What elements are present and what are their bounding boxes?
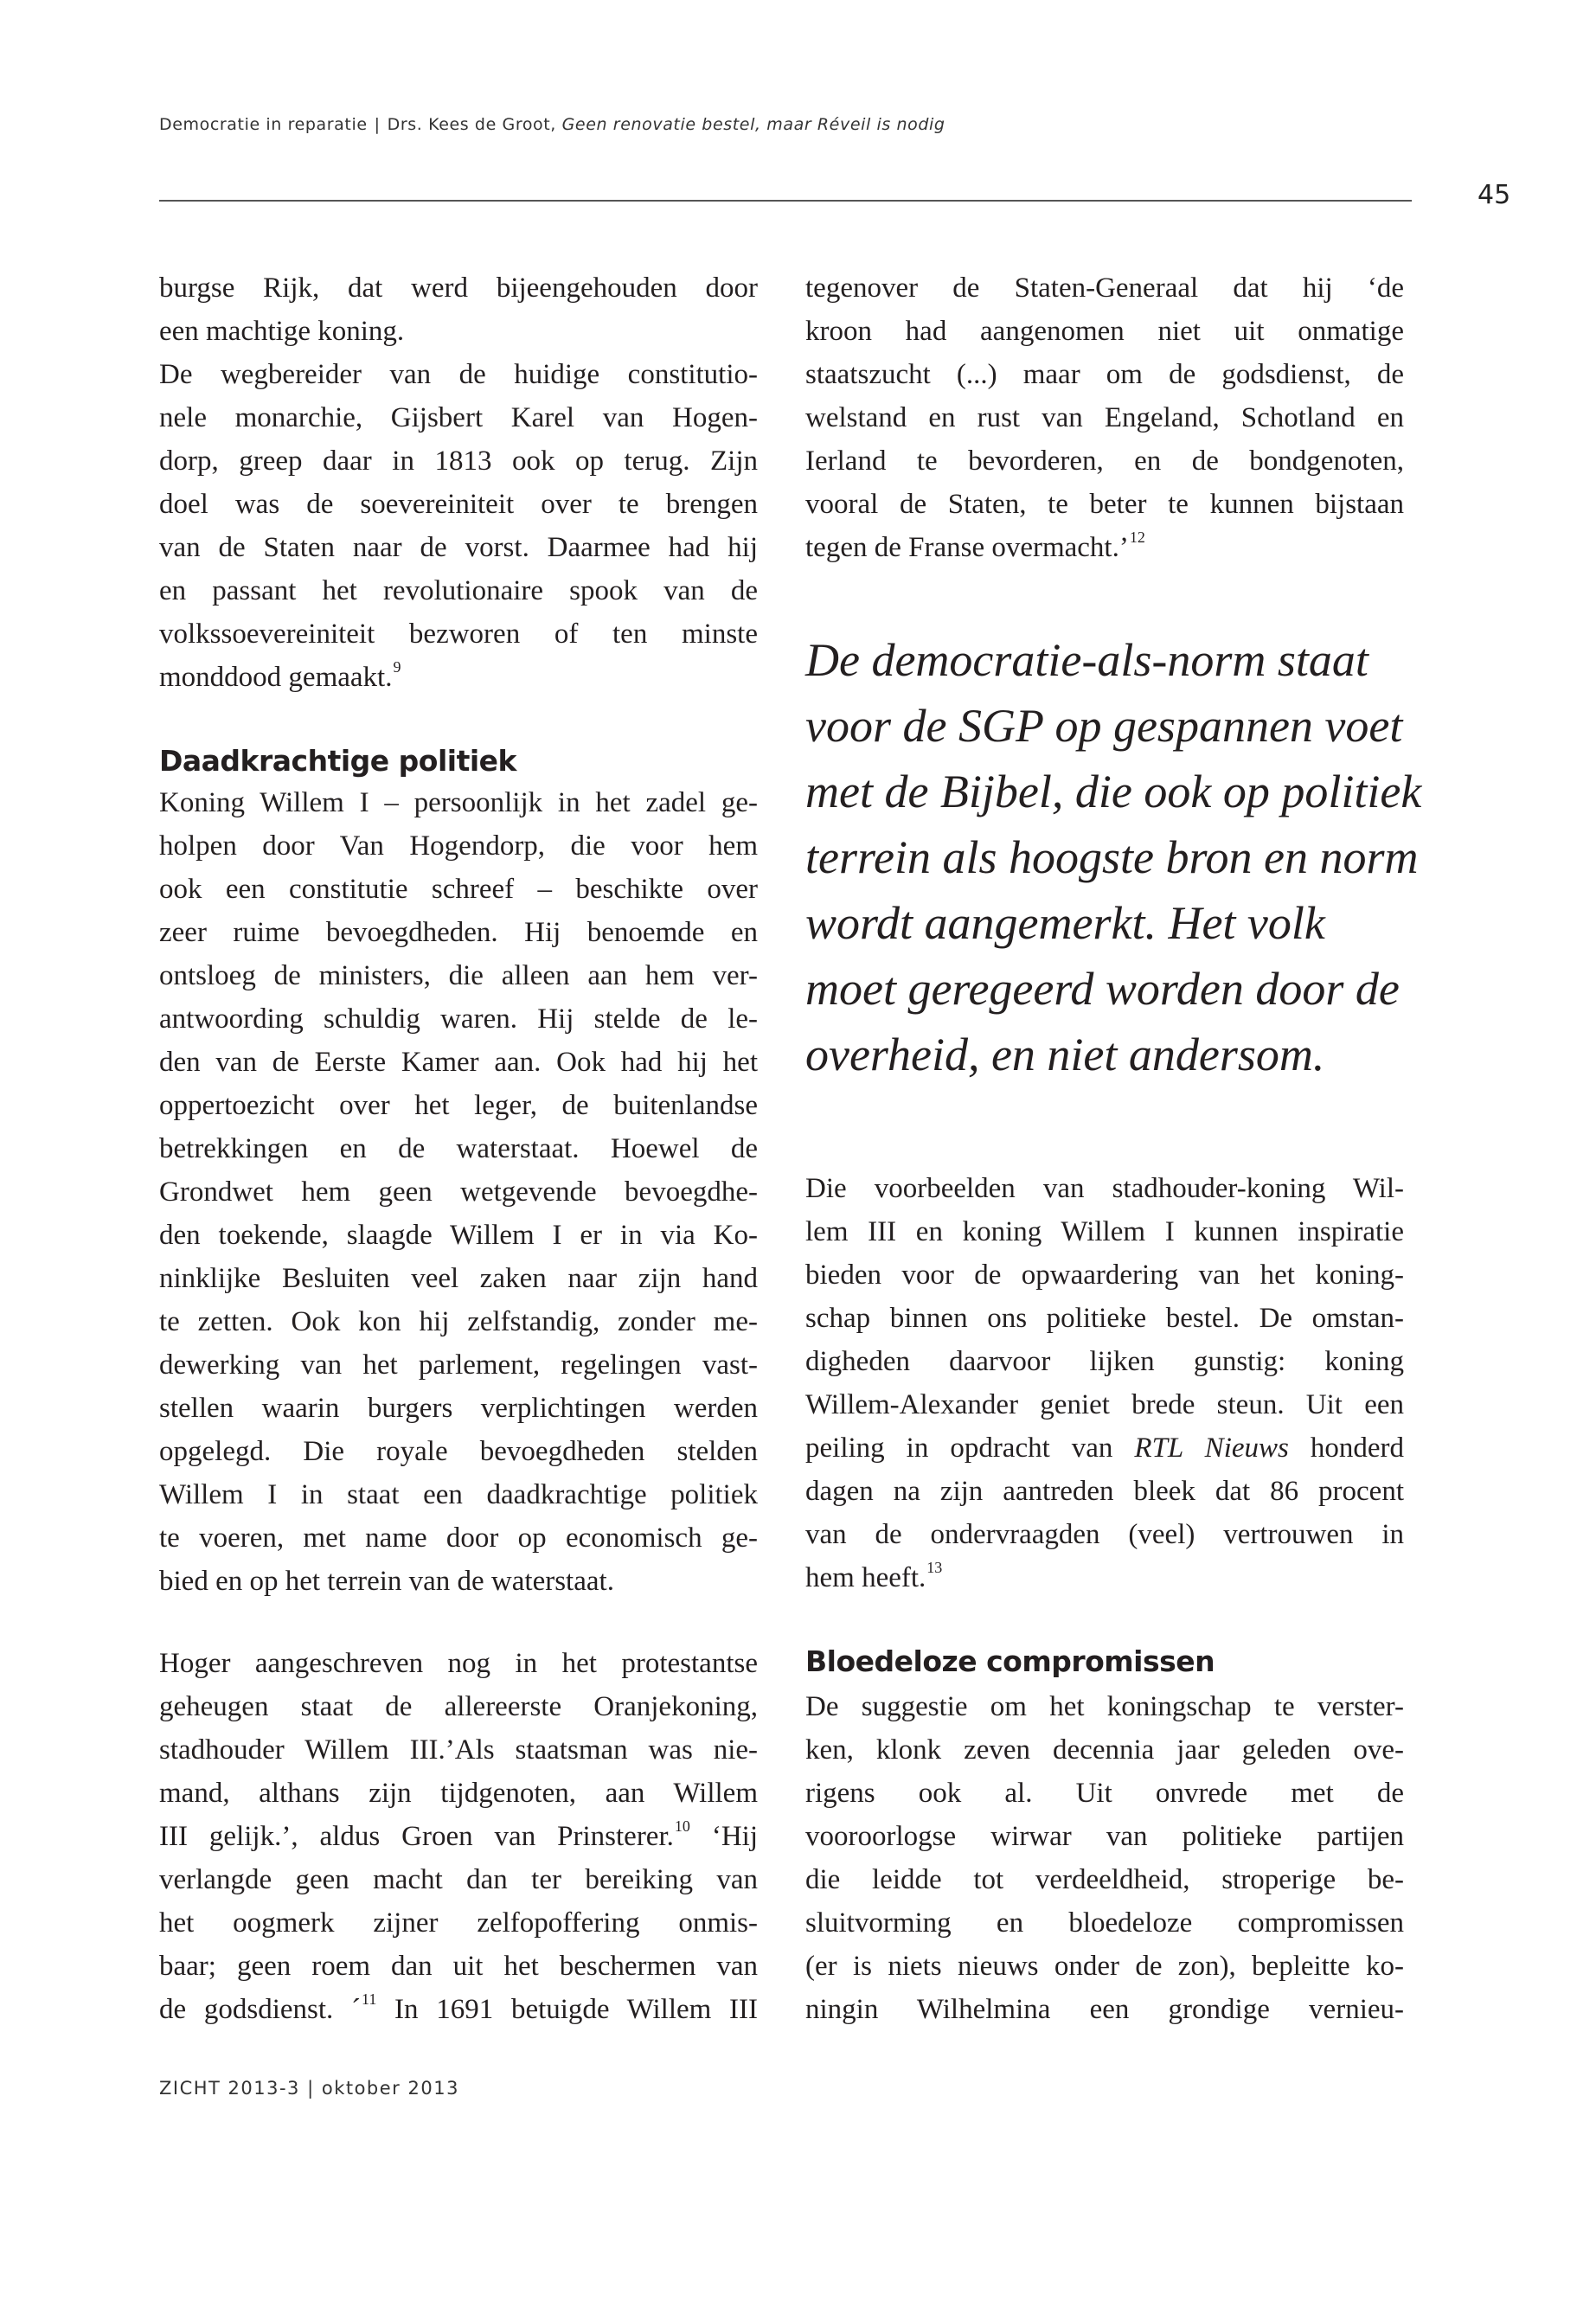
text-line: tegen de Franse overmacht.’$^{12}$ (805, 529, 1145, 563)
text-line: Grondwet hem geen wetgevende bevoegdhe- (159, 1176, 758, 1208)
text-line: van de ondervraagden (veel) vertrouwen in (805, 1519, 1404, 1550)
text-line: den toekende, slaagde Willem I er in via Ko- (159, 1220, 758, 1251)
text-line: Ierland te bevorderen, en de bondgenoten, (805, 445, 1404, 477)
text-line: mand, althans zijn tijdgenoten, aan Willem (159, 1778, 758, 1809)
text-line: opgelegd. Die royale bevoegdheden stelden (159, 1436, 758, 1467)
text-line: zeer ruime bevoegdheden. Hij benoemde en (159, 917, 758, 948)
text-line: digheden daarvoor lijken gunstig: koning (805, 1346, 1404, 1377)
text-line: Willem-Alexander geniet brede steun. Uit een (805, 1389, 1404, 1420)
text-line: burgse Rijk, dat werd bijeengehouden door (159, 272, 758, 304)
footnote-ref[interactable]: 9 (393, 658, 401, 676)
pull-quote-line: voor de SGP op gespannen voet (805, 700, 1403, 752)
text-line: stadhouder Willem III.’Als staatsman was nie- (159, 1734, 758, 1766)
text-line: bied en op het terrein van de waterstaat. (159, 1566, 614, 1597)
text-line: ningin Wilhelmina een grondige vernieu- (805, 1994, 1404, 2025)
text-line: schap binnen ons politieke bestel. De omstan- (805, 1303, 1404, 1334)
footnote-ref[interactable]: 10 (674, 1817, 690, 1835)
text-line: te voeren, met name door op economisch ge- (159, 1522, 758, 1554)
text-line: Koning Willem I – persoonlijk in het zadel ge- (159, 787, 758, 818)
pull-quote-line: met de Bijbel, die ook op politiek (805, 766, 1422, 817)
text-line: (er is niets nieuws onder de zon), bepleitte ko- (805, 1951, 1404, 1982)
text-line: verlangde geen macht dan ter bereiking van (159, 1864, 758, 1895)
text-line: vooroorlogse wirwar van politieke partijen (805, 1821, 1404, 1852)
pull-quote-line: moet geregeerd worden door de (805, 963, 1400, 1015)
header-rule (159, 200, 1412, 202)
text-line: monddood gemaakt.$^9$ (159, 658, 401, 693)
page-number: 45 (1477, 180, 1511, 210)
text-line: antwoording schuldig waren. Hij stelde de le- (159, 1003, 758, 1035)
header-section: Democratie in reparatie (159, 115, 368, 134)
text-line: kroon had aangenomen niet uit onmatige (805, 316, 1404, 347)
text-line: betrekkingen en de waterstaat. Hoewel de (159, 1133, 758, 1164)
footnote-ref[interactable]: 12 (1129, 529, 1145, 546)
running-header (159, 115, 945, 134)
text-line: baar; geen roem dan uit het beschermen van (159, 1951, 758, 1982)
text-line: den van de Eerste Kamer aan. Ook had hij het (159, 1047, 758, 1078)
text-line: sluitvorming en bloedeloze compromissen (805, 1907, 1404, 1939)
page-footer: ZICHT 2013-3 | oktober 2013 (159, 2078, 459, 2099)
text-line: De suggestie om het koningschap te verster- (805, 1691, 1404, 1722)
text-line: de godsdienst. ´$^{11}$ In 1691 betuigde Willem III (159, 1990, 759, 2025)
text-line: geheugen staat de allereerste Oranjekoning, (159, 1691, 758, 1722)
text-line: hem heeft.$^{13}$ (805, 1559, 943, 1593)
header-article-title: Geen renovatie bestel, maar Réveil is nodig (561, 115, 945, 134)
text-line: Die voorbeelden van stadhouder-koning Wil- (805, 1173, 1404, 1204)
text-line: dorp, greep daar in 1813 ook op terug. Zijn (159, 445, 758, 477)
footnote-ref[interactable]: 13 (926, 1559, 943, 1576)
text-line: holpen door Van Hogendorp, die voor hem (159, 830, 758, 862)
text-line: volkssoevereiniteit bezworen of ten minste (159, 619, 758, 650)
text-line: tegenover de Staten-Generaal dat hij ‘de (805, 272, 1404, 304)
text-line: welstand en rust van Engeland, Schotland en (805, 402, 1404, 433)
text-line: De wegbereider van de huidige constitutio- (159, 359, 758, 390)
text-line: vooral de Staten, te beter te kunnen bijstaan (805, 489, 1404, 520)
text-line: doel was de soevereiniteit over te brengen (159, 489, 758, 520)
text-line: ook een constitutie schreef – beschikte over (159, 874, 758, 905)
text-line: ken, klonk zeven decennia jaar geleden ove- (805, 1734, 1404, 1766)
text-line: ninklijke Besluiten veel zaken naar zijn hand (159, 1263, 758, 1294)
header-separator: | (374, 115, 381, 134)
pull-quote-line: wordt aangemerkt. Het volk (805, 897, 1325, 949)
footnote-ref[interactable]: 11 (361, 1990, 377, 2008)
text-line: Willem I in staat een daadkrachtige politiek (159, 1479, 758, 1510)
text-line: staatszucht (...) maar om de godsdienst, de (805, 359, 1404, 390)
header-author: Drs. Kees de Groot, (387, 115, 556, 134)
text-line: ontsloeg de ministers, die alleen aan hem ver- (159, 960, 758, 991)
text-line: van de Staten naar de vorst. Daarmee had hij (159, 532, 758, 563)
section-heading: Daadkrachtige politiek (159, 744, 517, 778)
pull-quote-line: overheid, en niet andersom. (805, 1029, 1325, 1080)
text-line: die leidde tot verdeeldheid, stroperige be- (805, 1864, 1404, 1895)
text-line: te zetten. Ook kon hij zelfstandig, zonder me- (159, 1306, 758, 1337)
text-line: bieden voor de opwaardering van het koning- (805, 1259, 1404, 1291)
text-line: een machtige koning. (159, 316, 405, 347)
section-heading: Bloedeloze compromissen (805, 1644, 1215, 1678)
text-line: en passant het revolutionaire spook van de (159, 575, 758, 606)
text-line: lem III en koning Willem I kunnen inspiratie (805, 1216, 1404, 1247)
text-line: III gelijk.’, aldus Groen van Prinsterer.$^{10}$ ‘Hij (159, 1817, 758, 1852)
text-line: dewerking van het parlement, regelingen vast- (159, 1349, 758, 1381)
pull-quote-line: De democratie-als-norm staat (805, 634, 1368, 686)
publication-name: RTL Nieuws (1134, 1433, 1289, 1464)
text-line: Hoger aangeschreven nog in het protestantse (159, 1648, 758, 1679)
text-line: rigens ook al. Uit onvrede met de (805, 1778, 1404, 1809)
text-line: oppertoezicht over het leger, de buitenlandse (159, 1090, 758, 1121)
text-line: stellen waarin burgers verplichtingen werden (159, 1393, 758, 1424)
text-line: dagen na zijn aantreden bleek dat 86 procent (805, 1476, 1404, 1507)
text-line: nele monarchie, Gijsbert Karel van Hogen- (159, 402, 758, 433)
text-line: het oogmerk zijner zelfopoffering onmis- (159, 1907, 758, 1939)
text-line: peiling in opdracht van RTL Nieuws honderd (805, 1433, 1405, 1464)
pull-quote-line: terrein als hoogste bron en norm (805, 831, 1419, 883)
